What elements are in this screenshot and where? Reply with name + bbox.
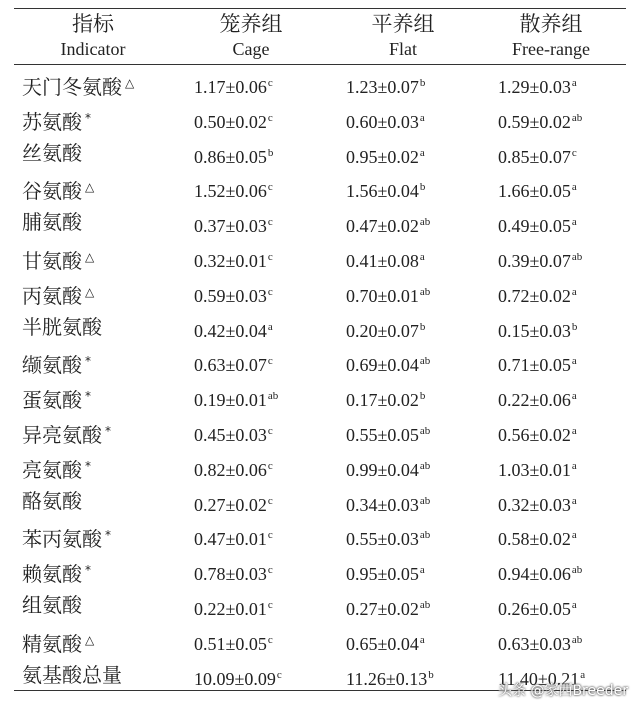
- flat-significance-letter: a: [419, 633, 425, 646]
- indicator-name: 缬氨酸: [22, 353, 82, 378]
- table-row: [0, 484, 640, 519]
- flat-value: 11.26±0.13: [346, 668, 428, 689]
- indicator-cell: [22, 205, 82, 239]
- header-free-range-en: Free-range: [512, 39, 590, 59]
- table-row: [0, 240, 640, 275]
- table-row: [0, 66, 640, 101]
- header-free-range-zh: 散养组: [519, 12, 583, 36]
- flat-significance-letter: ab: [419, 459, 431, 472]
- flat-value-cell: [346, 101, 425, 139]
- cage-value: 0.22±0.01: [194, 598, 267, 619]
- indicator-cell: [22, 66, 134, 104]
- free-value-cell: [498, 553, 582, 591]
- indicator-name: 半胱氨酸: [22, 314, 102, 339]
- cage-significance-letter: c: [267, 459, 273, 472]
- indicator-mark: *: [85, 563, 91, 578]
- free-value-cell: [498, 449, 577, 487]
- flat-significance-letter: ab: [419, 355, 431, 368]
- free-value: 1.66±0.05: [498, 181, 571, 202]
- indicator-name: 脯氨酸: [22, 210, 82, 235]
- free-significance-letter: c: [571, 146, 577, 159]
- cage-value-cell: [194, 275, 273, 313]
- flat-value: 0.60±0.03: [346, 111, 419, 132]
- table-row: [0, 136, 640, 171]
- cage-value-cell: [194, 484, 273, 522]
- indicator-name: 苏氨酸: [22, 109, 82, 134]
- table-header-rule: [14, 64, 626, 65]
- cage-value-cell: [194, 449, 273, 487]
- indicator-name: 氨基酸总量: [22, 662, 122, 687]
- free-value-cell: [498, 136, 577, 174]
- header-indicator: [18, 10, 168, 64]
- flat-value-cell: [346, 484, 430, 522]
- cage-value: 10.09±0.09: [194, 668, 276, 689]
- flat-significance-letter: ab: [419, 216, 431, 229]
- table-row: [0, 310, 640, 345]
- cage-significance-letter: c: [267, 216, 273, 229]
- flat-value-cell: [346, 553, 425, 591]
- indicator-name: 丙氨酸: [22, 283, 82, 308]
- flat-value-cell: [346, 275, 430, 313]
- free-significance-letter: a: [571, 216, 577, 229]
- indicator-name: 谷氨酸: [22, 179, 82, 204]
- flat-value-cell: [346, 449, 430, 487]
- free-value: 0.22±0.06: [498, 390, 571, 411]
- flat-value-cell: [346, 623, 425, 661]
- flat-value-cell: [346, 136, 425, 174]
- header-flat-zh: 平养组: [371, 12, 435, 36]
- free-value-cell: [498, 310, 577, 348]
- cage-value: 0.78±0.03: [194, 564, 267, 585]
- cage-significance-letter: c: [267, 424, 273, 437]
- cage-significance-letter: c: [267, 250, 273, 263]
- flat-value: 0.47±0.02: [346, 216, 419, 237]
- free-significance-letter: a: [571, 285, 577, 298]
- flat-significance-letter: a: [419, 111, 425, 124]
- flat-significance-letter: b: [419, 77, 426, 89]
- free-significance-letter: a: [571, 424, 577, 437]
- cage-significance-letter: c: [267, 111, 273, 124]
- flat-value: 0.69±0.04: [346, 355, 419, 376]
- indicator-name: 甘氨酸: [22, 248, 82, 273]
- header-indicator-zh: 指标: [72, 12, 114, 36]
- cage-value-cell: [194, 344, 273, 382]
- free-significance-letter: a: [571, 390, 577, 403]
- free-significance-letter: a: [571, 529, 577, 542]
- cage-value-cell: [194, 553, 273, 591]
- flat-value: 0.41±0.08: [346, 250, 419, 271]
- flat-significance-letter: ab: [419, 598, 431, 611]
- cage-value-cell: [194, 379, 278, 417]
- flat-value: 0.70±0.01: [346, 285, 419, 306]
- cage-value: 0.82±0.06: [194, 459, 267, 480]
- cage-value-cell: [194, 136, 273, 174]
- indicator-cell: [22, 344, 91, 382]
- free-significance-letter: ab: [571, 111, 583, 124]
- flat-value-cell: [346, 344, 430, 382]
- free-significance-letter: a: [571, 77, 577, 89]
- indicator-mark: *: [85, 389, 91, 404]
- flat-value: 0.99±0.04: [346, 459, 419, 480]
- free-value: 0.56±0.02: [498, 424, 571, 445]
- indicator-cell: [22, 379, 91, 417]
- indicator-name: 丝氨酸: [22, 140, 82, 165]
- free-significance-letter: b: [571, 320, 578, 333]
- table-row: [0, 344, 640, 379]
- free-value: 0.15±0.03: [498, 320, 571, 341]
- cage-value: 0.37±0.03: [194, 216, 267, 237]
- flat-significance-letter: a: [419, 564, 425, 577]
- table-row: [0, 379, 640, 414]
- flat-value-cell: [346, 588, 430, 626]
- flat-value: 1.23±0.07: [346, 77, 419, 97]
- free-value-cell: [498, 205, 577, 243]
- flat-value-cell: [346, 170, 425, 208]
- indicator-name: 天门冬氨酸: [22, 75, 122, 99]
- free-value: 0.63±0.03: [498, 633, 571, 654]
- cage-value-cell: [194, 310, 273, 348]
- free-value-cell: [498, 66, 577, 104]
- free-value: 0.85±0.07: [498, 146, 571, 167]
- free-significance-letter: ab: [571, 633, 583, 646]
- flat-value: 0.55±0.05: [346, 424, 419, 445]
- flat-significance-letter: a: [419, 146, 425, 159]
- flat-value: 1.56±0.04: [346, 181, 419, 202]
- free-value-cell: [498, 275, 577, 313]
- free-value: 0.39±0.07: [498, 250, 571, 271]
- indicator-name: 精氨酸: [22, 631, 82, 656]
- flat-significance-letter: b: [419, 320, 426, 333]
- free-value: 0.26±0.05: [498, 598, 571, 619]
- free-significance-letter: a: [571, 355, 577, 368]
- cage-value: 1.17±0.06: [194, 77, 267, 97]
- indicator-mark: △: [85, 249, 95, 264]
- free-value-cell: [498, 518, 577, 556]
- flat-value-cell: [346, 66, 425, 104]
- indicator-name: 赖氨酸: [22, 562, 82, 587]
- indicator-mark: △: [85, 284, 95, 299]
- cage-value: 0.50±0.02: [194, 111, 267, 132]
- cage-significance-letter: c: [267, 564, 273, 577]
- indicator-cell: [22, 136, 82, 170]
- table-row: [0, 553, 640, 588]
- flat-value-cell: [346, 518, 430, 556]
- indicator-name: 异亮氨酸: [22, 422, 102, 447]
- cage-significance-letter: c: [267, 77, 273, 89]
- indicator-name: 组氨酸: [22, 592, 82, 617]
- cage-significance-letter: c: [267, 529, 273, 542]
- cage-value-cell: [194, 101, 273, 139]
- indicator-mark: *: [85, 354, 91, 369]
- cage-significance-letter: c: [267, 285, 273, 298]
- indicator-cell: [22, 414, 111, 452]
- cage-value: 0.63±0.07: [194, 355, 267, 376]
- cage-value: 0.19±0.01: [194, 390, 267, 411]
- free-value: 0.71±0.05: [498, 355, 571, 376]
- flat-significance-letter: ab: [419, 529, 431, 542]
- flat-value-cell: [346, 379, 425, 417]
- cage-value: 0.32±0.01: [194, 250, 267, 271]
- free-significance-letter: a: [571, 598, 577, 611]
- flat-value: 0.95±0.05: [346, 564, 419, 585]
- cage-value: 0.59±0.03: [194, 285, 267, 306]
- indicator-name: 蛋氨酸: [22, 388, 82, 413]
- free-value: 0.59±0.02: [498, 111, 571, 132]
- indicator-mark: △: [85, 180, 95, 195]
- cage-significance-letter: c: [267, 598, 273, 611]
- free-value-cell: [498, 344, 577, 382]
- flat-significance-letter: a: [419, 250, 425, 263]
- header-cage-zh: 笼养组: [219, 12, 283, 36]
- free-significance-letter: a: [571, 459, 577, 472]
- flat-value-cell: [346, 414, 430, 452]
- indicator-cell: [22, 658, 122, 692]
- flat-significance-letter: ab: [419, 494, 431, 507]
- table-row: [0, 205, 640, 240]
- header-flat-en: Flat: [388, 39, 417, 59]
- flat-value: 0.65±0.04: [346, 633, 419, 654]
- free-value-cell: [498, 101, 582, 139]
- table-row: [0, 449, 640, 484]
- flat-value: 0.27±0.02: [346, 598, 419, 619]
- free-significance-letter: ab: [571, 250, 583, 263]
- free-value: 0.58±0.02: [498, 529, 571, 550]
- cage-value-cell: [194, 170, 273, 208]
- table-row: [0, 101, 640, 136]
- cage-significance-letter: c: [267, 633, 273, 646]
- cage-value-cell: [194, 588, 273, 626]
- cage-value: 0.51±0.05: [194, 633, 267, 654]
- flat-value: 0.17±0.02: [346, 390, 419, 411]
- flat-value-cell: [346, 205, 430, 243]
- header-cage: [176, 10, 326, 64]
- flat-significance-letter: b: [419, 181, 426, 194]
- indicator-cell: [22, 588, 82, 622]
- free-significance-letter: a: [571, 494, 577, 507]
- header-flat: [328, 10, 478, 64]
- cage-value: 0.27±0.02: [194, 494, 267, 515]
- indicator-mark: *: [85, 110, 91, 125]
- table-row: [0, 518, 640, 553]
- indicator-mark: *: [105, 528, 111, 543]
- free-significance-letter: a: [580, 668, 586, 681]
- free-value-cell: [498, 379, 577, 417]
- cage-value-cell: [194, 240, 273, 278]
- flat-value: 0.95±0.02: [346, 146, 419, 167]
- indicator-cell: [22, 449, 91, 487]
- free-significance-letter: a: [571, 181, 577, 194]
- free-value-cell: [498, 414, 577, 452]
- free-value: 1.03±0.01: [498, 459, 571, 480]
- indicator-name: 苯丙氨酸: [22, 527, 102, 552]
- cage-value: 0.86±0.05: [194, 146, 267, 167]
- free-value: 0.72±0.02: [498, 285, 571, 306]
- table-row: [0, 623, 640, 658]
- free-value-cell: [498, 170, 577, 208]
- table-row: [0, 414, 640, 449]
- cage-value: 0.47±0.01: [194, 529, 267, 550]
- cage-significance-letter: a: [267, 320, 273, 333]
- cage-value-cell: [194, 623, 273, 661]
- cage-significance-letter: ab: [267, 390, 279, 403]
- flat-value: 0.20±0.07: [346, 320, 419, 341]
- free-significance-letter: ab: [571, 564, 583, 577]
- table-row: [0, 275, 640, 310]
- flat-value-cell: [346, 240, 425, 278]
- flat-value-cell: [346, 310, 425, 348]
- header-indicator-en: Indicator: [60, 39, 126, 59]
- cage-significance-letter: c: [267, 494, 273, 507]
- indicator-cell: [22, 553, 91, 591]
- watermark-text: 头条 @家西Breeder: [498, 683, 628, 699]
- indicator-cell: [22, 484, 82, 518]
- indicator-cell: [22, 240, 94, 278]
- cage-significance-letter: c: [276, 668, 282, 681]
- free-value: 0.32±0.03: [498, 494, 571, 515]
- indicator-mark: *: [85, 458, 91, 473]
- flat-value: 0.34±0.03: [346, 494, 419, 515]
- table-body: [0, 66, 640, 692]
- cage-value: 1.52±0.06: [194, 181, 267, 202]
- indicator-mark: *: [105, 423, 111, 438]
- free-value: 1.29±0.03: [498, 77, 571, 97]
- free-value: 0.49±0.05: [498, 216, 571, 237]
- free-value: 11.40±0.21: [498, 668, 580, 689]
- indicator-cell: [22, 518, 111, 556]
- flat-significance-letter: ab: [419, 424, 431, 437]
- table-row: [0, 588, 640, 623]
- flat-value: 0.55±0.03: [346, 529, 419, 550]
- indicator-cell: [22, 170, 94, 208]
- header-cage-en: Cage: [232, 39, 270, 59]
- free-value: 0.94±0.06: [498, 564, 571, 585]
- free-value-cell: [498, 240, 582, 278]
- indicator-cell: [22, 275, 94, 313]
- cage-value: 0.42±0.04: [194, 320, 267, 341]
- indicator-cell: [22, 101, 91, 139]
- cage-significance-letter: c: [267, 181, 273, 194]
- free-value-cell: [498, 588, 577, 626]
- flat-significance-letter: ab: [419, 285, 431, 298]
- table-top-rule: [14, 8, 626, 9]
- flat-significance-letter: b: [428, 668, 434, 681]
- indicator-mark: △: [85, 632, 95, 647]
- indicator-name: 亮氨酸: [22, 457, 82, 482]
- indicator-mark: △: [125, 76, 135, 90]
- cage-value-cell: [194, 414, 273, 452]
- table-row: [0, 170, 640, 205]
- cage-value: 0.45±0.03: [194, 424, 267, 445]
- cage-significance-letter: c: [267, 355, 273, 368]
- header-free-range: [476, 10, 626, 64]
- free-value-cell: [498, 623, 582, 661]
- indicator-cell: [22, 623, 94, 661]
- cage-value-cell: [194, 66, 273, 104]
- free-value-cell: [498, 484, 577, 522]
- cage-value-cell: [194, 205, 273, 243]
- indicator-cell: [22, 310, 102, 344]
- cage-significance-letter: b: [267, 146, 274, 159]
- cage-value-cell: [194, 518, 273, 556]
- indicator-name: 酪氨酸: [22, 488, 82, 513]
- flat-significance-letter: b: [419, 390, 426, 403]
